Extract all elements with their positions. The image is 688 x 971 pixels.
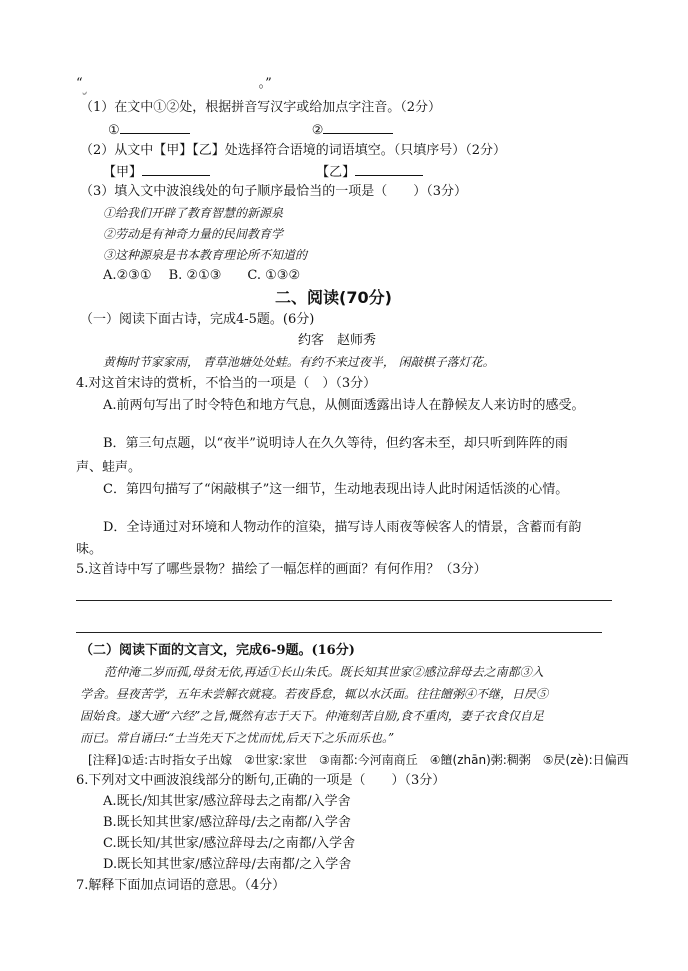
question-4-option-b[interactable]: B．第三句点题，以“夜半”说明诗人在久久等待，但约客未至，却只听到阵阵的雨 xyxy=(103,436,568,451)
question-6-option-b[interactable]: B.既长知其世家/感泣辞母/去之南都/入学舍 xyxy=(103,815,351,830)
question-3-item-1: ①给我们开辟了教育智慧的新源泉 xyxy=(103,206,284,220)
annotation-note: [注释]①适:古时指女子出嫁 ②世家:家世 ③南都:今河南商丘 ④饘(zhān)粥:稠粥 ⑤昃(zè):日偏西 xyxy=(88,753,629,767)
question-4-option-d[interactable]: D．全诗通过对环境和人物动作的渲染，描写诗人雨夜等候客人的情景，含蓄而有韵 xyxy=(103,520,582,535)
question-4: 4.对这首宋诗的赏析，不恰当的一项是（ ）（3分） xyxy=(76,376,377,391)
close-quote: 。” xyxy=(258,76,272,91)
answer-blank-yi[interactable] xyxy=(355,163,423,176)
part2-heading: （二）阅读下面的文言文，完成6-9题。(16分) xyxy=(80,643,355,658)
question-3-options[interactable]: A.②③① B. ②①③ C. ①③② xyxy=(103,268,301,283)
question-3: （3）填入文中波浪线处的句子顺序最恰当的一项是（ ）（3分） xyxy=(80,184,468,199)
question-6-option-c[interactable]: C.既长知/其世家/感泣辞母去/之南都/入学舍 xyxy=(103,836,356,851)
blank-1-label: ① xyxy=(108,123,120,138)
classical-text-line-1: 范仲淹二岁而孤,母贫无依,再适①长山朱氏。既长知其世家②感泣辞母去之南都③入 xyxy=(104,665,544,679)
question-6: 6.下列对文中画波浪线部分的断句,正确的一项是（ ）（3分） xyxy=(76,773,446,788)
question-1: （1）在文中①②处，根据拼音写汉字或给加点字注音。（2分） xyxy=(80,100,442,115)
classical-text-line-3: 固始食。遂大通“六经”之旨,慨然有志于天下。仲淹刻苦自励,食不重肉，妻子衣食仅自足 xyxy=(80,709,544,723)
question-3-item-3: ③这种源泉是书本教育理论所不知道的 xyxy=(103,248,308,262)
question-5: 5.这首诗中写了哪些景物？描绘了一幅怎样的画面？有何作用？（3分） xyxy=(76,562,487,577)
wavy-blank[interactable] xyxy=(83,76,259,92)
question-2-answers xyxy=(103,163,423,181)
question-4-option-d-cont: 味。 xyxy=(76,542,103,557)
poem-text: 黄梅时节家家雨， 青草池塘处处蛙。有约不来过夜半， 闲敲棋子落灯花。 xyxy=(103,355,495,369)
section-title: 二、阅读(70分) xyxy=(275,288,392,307)
question-4-option-b-cont: 声、蛙声。 xyxy=(76,460,142,475)
jia-label: 【甲】 xyxy=(103,165,143,180)
question-4-option-a[interactable]: A.前两句写出了时令特色和地方气息，从侧面透露出诗人在静候友人来访时的感受。 xyxy=(103,398,585,413)
question-6-option-d[interactable]: D.既长知其世家/感泣辞母/去南都/之入学舍 xyxy=(103,857,352,872)
open-quote: “ xyxy=(76,76,83,91)
question-7: 7.解释下面加点词语的意思。（4分） xyxy=(76,878,286,893)
part1-heading: （一）阅读下面古诗，完成4-5题。(6分) xyxy=(80,312,315,327)
question-3-item-2: ②劳动是有神奇力量的民间教育学 xyxy=(103,227,284,241)
yi-label: 【乙】 xyxy=(316,165,356,180)
question-6-option-a[interactable]: A.既长/知其世家/感泣辞母去之南都/入学舍 xyxy=(103,794,351,809)
classical-text-line-4: 而已。常自诵曰:“士当先天下之忧而忧,后天下之乐而乐也。” xyxy=(80,731,395,745)
answer-line-1[interactable] xyxy=(76,600,612,601)
poem-title: 约客 赵师秀 xyxy=(298,333,377,348)
question-1-answers xyxy=(108,121,393,139)
answer-blank-1[interactable] xyxy=(120,121,190,134)
answer-line-2[interactable] xyxy=(76,632,602,633)
blank-2-label: ② xyxy=(311,123,324,138)
question-2: （2）从文中【甲】【乙】处选择符合语境的词语填空。（只填序号）（2分） xyxy=(80,143,507,158)
answer-blank-jia[interactable] xyxy=(142,163,210,176)
question-4-option-c[interactable]: C．第四句描写了“闲敲棋子”这一细节，生动地表现出诗人此时闲适恬淡的心情。 xyxy=(103,482,569,497)
classical-text-line-2: 学舍。昼夜苦学，五年未尝解衣就寝。若夜昏怠，辄以水沃面。往往饘粥④不继，日昃⑤ xyxy=(80,687,549,701)
answer-blank-2[interactable] xyxy=(323,121,393,134)
wavy-blank-line xyxy=(76,76,272,92)
